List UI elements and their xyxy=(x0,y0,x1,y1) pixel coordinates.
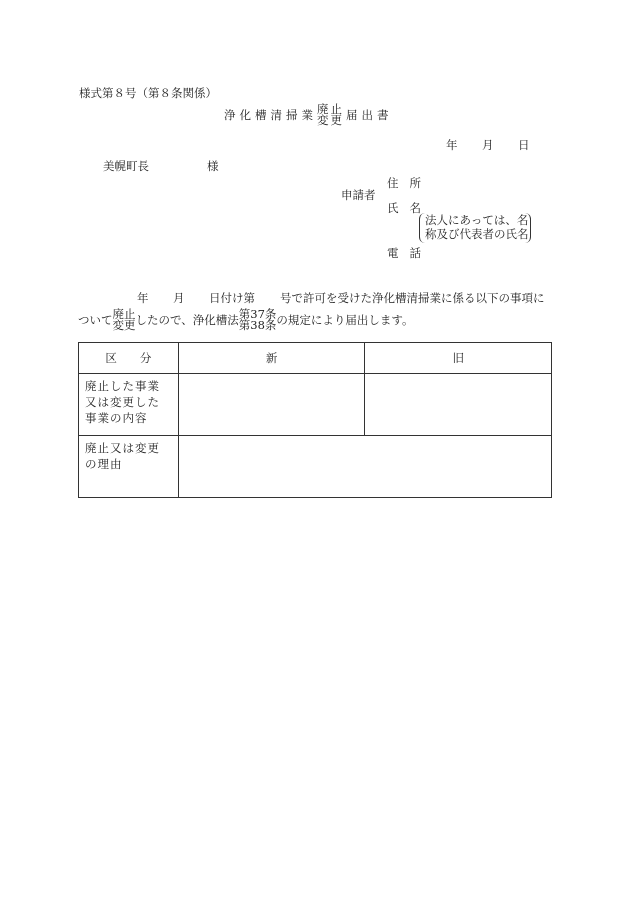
form-number: 様式第８号（第８条関係） xyxy=(79,86,217,100)
body-mid: したので、浄化槽法 xyxy=(135,313,239,327)
body-rest: 号で許可を受けた浄化槽清掃業に係る以下の事項に xyxy=(280,291,545,305)
body-article-bottom: 第38条 xyxy=(238,318,277,332)
body-month: 月 xyxy=(173,291,185,305)
date-day-label: 日 xyxy=(518,138,530,152)
date-year-label: 年 xyxy=(446,138,458,152)
title-option-top: 廃止 xyxy=(317,102,344,116)
document-title xyxy=(224,104,393,126)
title-prefix: 浄化槽清掃業 xyxy=(224,108,317,122)
applicant-label: 申請者 xyxy=(341,188,376,202)
row2-label: 廃止又は変更の理由 xyxy=(79,436,179,498)
name-label: 氏名 xyxy=(387,201,432,215)
corporate-note-line1: 法人にあっては、名 xyxy=(425,213,529,227)
row1-old-cell[interactable] xyxy=(365,374,552,436)
table-row xyxy=(79,436,552,498)
table-header-row xyxy=(79,343,552,374)
date-month-label: 月 xyxy=(482,138,494,152)
title-suffix: 届出書 xyxy=(346,108,393,122)
body-option-stack xyxy=(113,309,136,331)
addressee-honorific: 様 xyxy=(207,159,219,173)
body-article-top: 第37条 xyxy=(238,307,277,321)
row2-value-cell[interactable] xyxy=(178,436,551,498)
table-row xyxy=(79,374,552,436)
body-article-stack xyxy=(239,309,277,331)
body-pre: ついて xyxy=(78,313,113,327)
header-old: 旧 xyxy=(365,343,552,374)
body-option-top: 廃止 xyxy=(112,307,136,321)
corporate-note xyxy=(419,213,531,243)
address-label: 住所 xyxy=(387,176,432,190)
header-category: 区 分 xyxy=(79,343,179,374)
corporate-note-line2: 称及び代表者の氏名 xyxy=(425,227,529,241)
title-option-bottom: 変更 xyxy=(317,113,344,127)
row1-label: 廃止した事業又は変更した事業の内容 xyxy=(79,374,179,436)
body-year: 年 xyxy=(137,291,149,305)
body-day-text: 日付け第 xyxy=(209,291,255,305)
details-table xyxy=(78,342,552,498)
title-option-stack xyxy=(317,104,344,126)
body-line2 xyxy=(78,309,414,331)
body-post: の規定により届出します。 xyxy=(276,313,414,327)
phone-label: 電話 xyxy=(387,246,432,260)
addressee-name: 美幌町長 xyxy=(103,159,149,173)
row1-new-cell[interactable] xyxy=(178,374,365,436)
body-option-bottom: 変更 xyxy=(112,318,136,332)
header-new: 新 xyxy=(178,343,365,374)
